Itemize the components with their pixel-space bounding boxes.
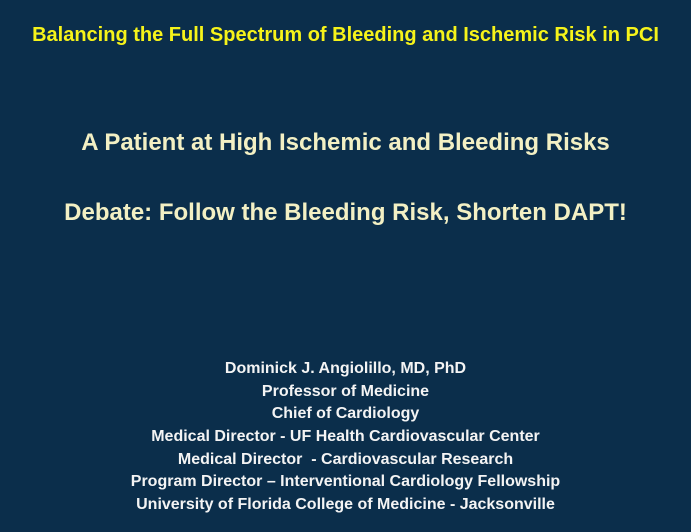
presenter-name: Dominick J. Angiolillo, MD, PhD [224, 360, 467, 377]
presenter-title: Medical Director - Cardiovascular Research [177, 450, 514, 468]
debate-subtitle: Debate: Follow the Bleeding Risk, Shorten DAPT! [64, 199, 627, 226]
session-banner: Balancing the Full Spectrum of Bleeding and Ischemic Risk in PCI [32, 24, 659, 46]
presenter-credits [0, 358, 691, 517]
presenter-affiliation: University of Florida College of Medicine - Jacksonville [136, 496, 555, 514]
presenter-title: Medical Director - UF Health Cardiovascular Center [151, 428, 540, 446]
presenter-title: Chief of Cardiology [271, 405, 420, 423]
presenter-title: Professor of Medicine [261, 382, 430, 400]
presenter-title: Program Director – Interventional Cardiology Fellowship [130, 473, 561, 491]
talk-title: A Patient at High Ischemic and Bleeding Risks [81, 129, 610, 156]
